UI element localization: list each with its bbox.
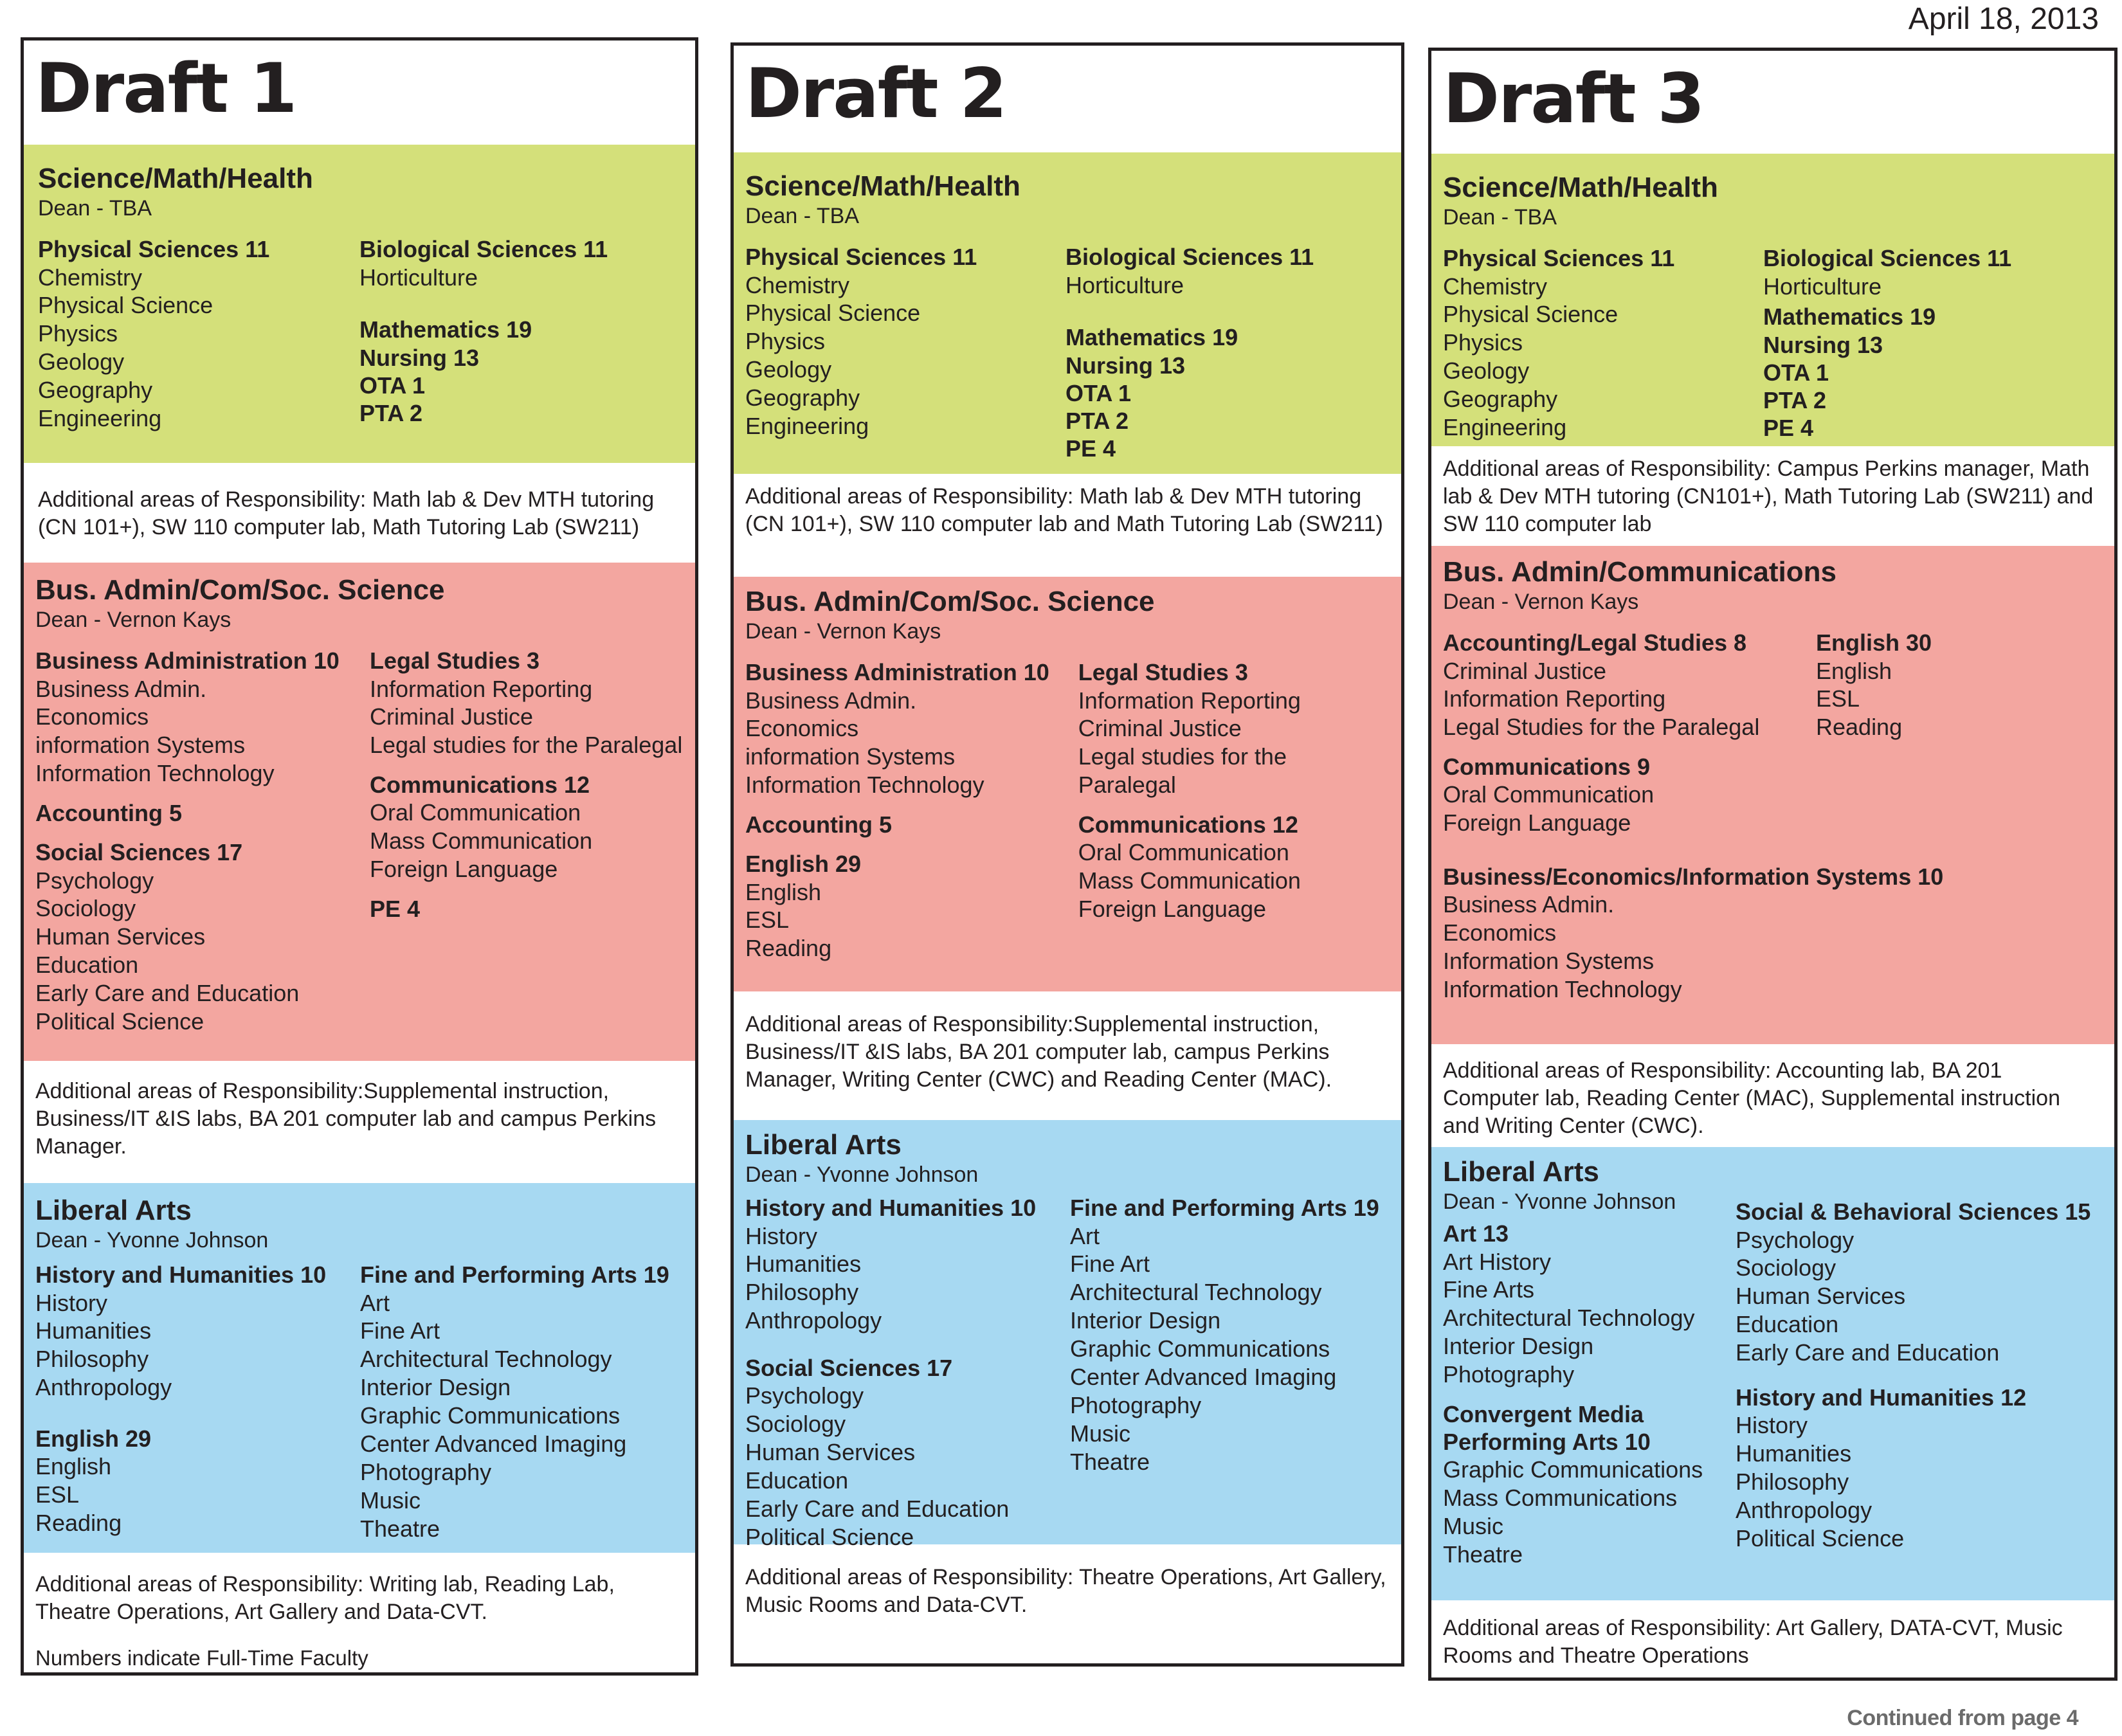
department-title: Physical Sciences 11 [38,236,270,263]
program-item: Graphic Communications [1070,1335,1330,1362]
division-name: Liberal Arts [35,1195,192,1226]
division-name: Liberal Arts [1443,1156,1599,1188]
program-item: Fine Arts [1443,1276,1535,1303]
program-item: Photography [1070,1392,1202,1419]
responsibility-text: Additional areas of Responsibility:Supplemental instruction, Business/IT &IS labs, BA 201 computer lab and campus Perkins Manager. [35,1079,657,1159]
program-item: Chemistry [38,264,143,291]
program-item: Interior Design [1070,1307,1221,1334]
program-item: Physics [38,320,118,347]
program-item: ESL [35,1481,80,1508]
department-title: Business Administration 10 [35,647,340,674]
department-title: Accounting/Legal Studies 8 [1443,629,1747,656]
program-item: Business Admin. [745,687,917,714]
department-group [1443,1400,1736,1569]
program-item: Art [1070,1222,1100,1249]
program-item: Physical Science [38,292,213,319]
program-item: Legal studies for the Paralegal [1078,743,1287,799]
department-title: Accounting 5 [745,811,893,838]
program-item: Legal studies for the Paralegal [370,732,683,759]
program-item: Political Science [35,1008,204,1035]
department-group [745,811,1078,838]
program-item: Political Science [745,1523,914,1550]
program-item: Art [360,1289,390,1316]
program-item: Humanities [745,1251,862,1278]
program-item: Interior Design [1443,1333,1594,1360]
program-item: Architectural Technology [360,1346,612,1373]
department-group [1443,244,1763,442]
draft-title: Draft 2 [745,54,1006,133]
right-column [360,1261,669,1554]
department-group [370,647,682,759]
department-group [360,1261,669,1542]
program-item: Economics [1443,919,1557,946]
program-item: Economics [745,715,859,742]
program-item: Interior Design [360,1374,511,1401]
responsibility-text: Additional areas of Responsibility:Supplemental instruction, Business/IT &IS labs, BA 201 computer lab, campus Perkins Manager, Writing Center (CWC) and Reading Center (MAC). [745,1012,1332,1092]
program-item: Human Services [745,1439,916,1466]
program-item: Criminal Justice [370,703,534,730]
department-title: OTA 1 [359,372,426,399]
department-title: Biological Sciences 11 [359,236,608,263]
responsibility-text: Additional areas of Responsibility: Writing lab, Reading Lab, Theatre Operations, Art Gallery and Data-CVT. [35,1572,615,1625]
draft-3-panel [1428,48,2117,1681]
department-title: Business Administration 10 [745,659,1049,686]
department-title: Communications 12 [370,772,590,799]
department-title: OTA 1 [1763,359,1829,386]
program-item: Chemistry [745,271,850,298]
program-item: Information Reporting [1078,687,1301,714]
department-title: English 29 [745,851,862,878]
program-item: Reading [745,935,832,962]
program-item: Graphic Communications [1443,1456,1703,1483]
program-item: Architectural Technology [1070,1279,1322,1306]
department-group [1078,658,1390,799]
program-item: Sociology [35,895,136,922]
department-title: History and Humanities 10 [35,1261,327,1288]
department-title: History and Humanities 10 [745,1195,1037,1222]
right-column [359,235,608,444]
program-item: Reading [35,1510,122,1537]
science-math-health-section [734,152,1401,474]
department-title: Social Sciences 17 [745,1355,953,1382]
program-item: Theatre [1443,1541,1523,1568]
department-title: Communications 9 [1443,754,1651,781]
liberal-arts-section [734,1120,1401,1550]
dean-name: Dean - Vernon Kays [745,619,941,644]
program-item: Geology [1443,357,1530,384]
right-column [1736,1198,2090,1580]
program-item: History [35,1289,108,1316]
responsibility-text: Additional areas of Responsibility: Math lab & Dev MTH tutoring (CN 101+), SW 110 computer lab and Math Tutoring Lab (SW211) [745,484,1383,537]
faculty-note: Numbers indicate Full-Time Faculty [35,1646,368,1670]
program-item: Horticulture [1763,273,1882,300]
department-title: PE 4 [370,896,421,923]
program-item: Foreign Language [1443,809,1631,836]
department-title: English 29 [35,1425,152,1452]
right-column [1070,1194,1379,1562]
department-group [1078,811,1390,923]
program-item: information Systems [35,732,246,759]
business-admin-section [1431,546,2114,1044]
program-item: English [35,1453,112,1480]
left-column [35,1261,360,1554]
dean-name: Dean - Vernon Kays [1443,589,1639,614]
draft-2-panel [730,42,1404,1667]
department-title: Mathematics 19 [1066,324,1238,351]
program-item: Center Advanced Imaging [1070,1364,1337,1391]
business-admin-section [734,577,1401,991]
program-item: Psychology [35,867,154,894]
right-column [1763,244,2011,453]
right-column [370,647,682,1047]
program-item: Humanities [1736,1440,1852,1467]
program-item: Sociology [1736,1254,1836,1281]
dean-name: Dean - TBA [1443,204,1557,230]
department-title: Convergent Media Performing Arts 10 [1443,1401,1651,1456]
program-item: Foreign Language [1078,896,1267,923]
department-title: Physical Sciences 11 [745,244,977,271]
dean-name: Dean - TBA [38,195,152,221]
department-group [35,838,370,1036]
program-item: Geography [38,377,153,404]
program-item: Horticulture [359,264,478,291]
left-column [745,658,1078,974]
department-group [1443,629,1816,741]
department-title: Mathematics 19 [1763,303,1936,330]
program-item: Economics [35,703,149,730]
department-group [745,658,1078,799]
department-title: Communications 12 [1078,811,1298,838]
department-group [359,235,608,291]
program-item: Center Advanced Imaging [360,1431,627,1458]
department-group [1443,863,2103,1004]
responsibility-text: Additional areas of Responsibility: Math lab & Dev MTH tutoring (CN 101+), SW 110 computer lab, Math Tutoring Lab (SW211) [38,487,655,540]
program-item: Education [745,1467,849,1494]
program-item: ESL [1816,685,1860,712]
department-group [35,1261,360,1402]
program-item: Physics [745,328,826,355]
program-item: Political Science [1736,1524,1905,1551]
department-title: English 30 [1816,629,1932,656]
program-item: Fine Art [360,1317,440,1344]
department-group [1763,244,2011,300]
program-item: Criminal Justice [1078,715,1242,742]
program-item: Information Reporting [370,675,593,702]
program-item: Human Services [35,923,206,950]
program-item: Reading [1816,714,1903,741]
program-item: Philosophy [745,1279,859,1306]
program-item: Physical Science [1443,301,1619,328]
program-item: Human Services [1736,1283,1906,1310]
program-item: Education [35,952,139,979]
program-item: Education [1736,1311,1839,1338]
department-group [1443,1220,1736,1389]
program-item: Music [1070,1420,1131,1447]
right-column [1078,658,1390,974]
department-title: Mathematics 19 [359,316,532,343]
department-group [370,895,682,923]
department-title: PE 4 [1066,435,1116,462]
draft-title: Draft 3 [1443,59,1704,138]
department-group [1443,753,2103,837]
department-group [745,850,1078,963]
division-name: Science/Math/Health [745,170,1020,202]
department-group [745,1194,1070,1335]
program-item: Early Care and Education [35,980,300,1007]
program-item: Information Technology [35,760,275,787]
program-item: Business Admin. [1443,891,1615,918]
left-column [1443,629,1816,753]
left-column [38,235,359,444]
program-item: Mass Communication [1078,867,1301,894]
department-group [370,771,682,883]
dean-name: Dean - TBA [745,203,860,228]
program-item: Chemistry [1443,273,1548,300]
science-math-health-section [1431,154,2114,446]
liberal-arts-section [24,1183,695,1553]
program-item: Philosophy [35,1346,149,1373]
program-item: Architectural Technology [1443,1305,1695,1332]
department-title: Physical Sciences 11 [1443,245,1675,272]
left-column [745,243,1066,462]
department-group [1070,1194,1379,1476]
program-item: Information Systems [1443,948,1655,975]
responsibility-text: Additional areas of Responsibility: Accounting lab, BA 201 Computer lab, Reading Center (MAC), Supplemental instruction and Writing Center (CWC). [1443,1058,2061,1139]
department-group [1736,1384,2090,1553]
program-item: Geography [1443,386,1558,413]
program-item: Music [1443,1513,1504,1540]
department-title: Art 13 [1443,1220,1509,1247]
program-item: Criminal Justice [1443,657,1607,684]
program-item: Engineering [1443,414,1567,441]
program-item: Photography [360,1459,492,1486]
department-group [745,243,1066,440]
department-group [35,1425,360,1537]
responsibility-text: Additional areas of Responsibility: Campus Perkins manager, Math lab & Dev MTH tutoring (CN101+), Math Tutoring Lab (SW211) and SW 110 computer lab [1443,457,2094,537]
program-item: Early Care and Education [1736,1339,2000,1366]
program-item: Photography [1443,1361,1575,1388]
department-group [745,1354,1070,1551]
department-group [35,799,370,827]
program-item: Business Admin. [35,675,207,702]
division-name: Science/Math/Health [1443,172,1718,203]
department-title: PTA 2 [1763,387,1827,414]
program-item: English [745,878,822,905]
program-item: Anthropology [1736,1497,1873,1524]
program-item: Information Technology [745,772,984,799]
date-label: April 18, 2013 [1908,2,2099,36]
department-group [1816,629,1932,741]
department-title: Business/Economics/Information Systems 10 [1443,863,1944,891]
department-title: Nursing 13 [1763,331,1883,358]
program-item: English [1816,657,1892,684]
department-title: Fine and Performing Arts 19 [1070,1195,1379,1222]
responsibility-text: Additional areas of Responsibility: Theatre Operations, Art Gallery, Music Rooms and Data-CVT. [745,1565,1386,1618]
left-column [1443,244,1763,453]
right-column [1816,629,1932,753]
continued-footer: Continued from page 4 [1847,1706,2078,1730]
program-item: Geography [745,384,860,411]
department-title: PTA 2 [359,400,423,427]
program-item: Theatre [360,1515,440,1542]
liberal-arts-section [1431,1147,2114,1600]
left-column [745,1194,1070,1562]
program-item: Engineering [38,405,162,432]
department-title: History and Humanities 12 [1736,1384,2027,1411]
department-group [35,647,370,788]
program-item: Psychology [1736,1226,1854,1253]
program-item: Humanities [35,1317,152,1344]
department-group [1066,243,1314,299]
dean-name: Dean - Yvonne Johnson [1443,1189,1676,1214]
division-name: Bus. Admin/Com/Soc. Science [745,586,1155,617]
responsibility-text: Additional areas of Responsibility: Art Gallery, DATA-CVT, Music Rooms and Theatre Operations [1443,1616,2063,1668]
department-title: Nursing 13 [1066,352,1186,379]
division-name: Bus. Admin/Communications [1443,556,1836,588]
division-name: Liberal Arts [745,1129,902,1161]
program-item: Anthropology [745,1307,882,1334]
division-name: Bus. Admin/Com/Soc. Science [35,574,445,606]
left-column [35,647,370,1047]
program-item: Sociology [745,1411,846,1438]
program-item: Oral Communication [1078,839,1289,866]
draft-1-panel [21,37,698,1676]
program-item: Oral Communication [1443,781,1655,808]
program-item: History [745,1222,818,1249]
department-title: PTA 2 [1066,408,1129,435]
dean-name: Dean - Yvonne Johnson [745,1162,979,1187]
department-title: OTA 1 [1066,379,1132,406]
program-item: Oral Communication [370,799,581,826]
program-item: Geology [38,348,125,375]
program-item: Psychology [745,1382,864,1409]
program-item: Anthropology [35,1374,172,1401]
program-item: Horticulture [1066,271,1184,298]
division-name: Science/Math/Health [38,163,313,194]
program-item: Theatre [1070,1448,1150,1475]
program-item: Philosophy [1736,1469,1849,1496]
department-title: Legal Studies 3 [370,647,540,674]
business-admin-section [24,563,695,1061]
dean-name: Dean - Vernon Kays [35,607,231,632]
department-title: Social Sciences 17 [35,839,243,866]
program-item: Fine Art [1070,1251,1150,1278]
program-item: Legal Studies for the Paralegal [1443,714,1760,741]
program-item: Foreign Language [370,856,558,883]
right-column [1066,243,1314,462]
department-title: Legal Studies 3 [1078,659,1248,686]
program-item: History [1736,1412,1808,1439]
department-title: Fine and Performing Arts 19 [360,1261,669,1288]
program-item: Music [360,1487,421,1514]
program-item: information Systems [745,743,956,770]
program-item: Early Care and Education [745,1496,1010,1523]
department-title: Accounting 5 [35,800,183,827]
dean-name: Dean - Yvonne Johnson [35,1227,269,1252]
program-item: Information Reporting [1443,685,1666,712]
program-item: Physical Science [745,300,921,327]
program-item: Mass Communication [370,827,593,854]
program-item: ESL [745,907,790,934]
department-title: Biological Sciences 11 [1066,244,1314,271]
department-title: PE 4 [1763,415,1814,442]
department-group [1736,1198,2090,1367]
program-item: Physics [1443,329,1523,356]
program-item: Graphic Communications [360,1402,621,1429]
program-item: Art History [1443,1248,1552,1275]
program-item: Engineering [745,413,869,440]
program-item: Mass Communications [1443,1485,1678,1512]
program-item: Geology [745,356,832,383]
department-group [38,235,359,433]
department-title: Social & Behavioral Sciences 15 [1736,1198,2091,1225]
science-math-health-section [24,145,695,463]
left-column [1443,1220,1736,1580]
draft-title: Draft 1 [35,49,296,128]
department-title: Biological Sciences 11 [1763,245,2012,272]
department-title: Nursing 13 [359,344,480,371]
program-item: Information Technology [1443,976,1682,1003]
